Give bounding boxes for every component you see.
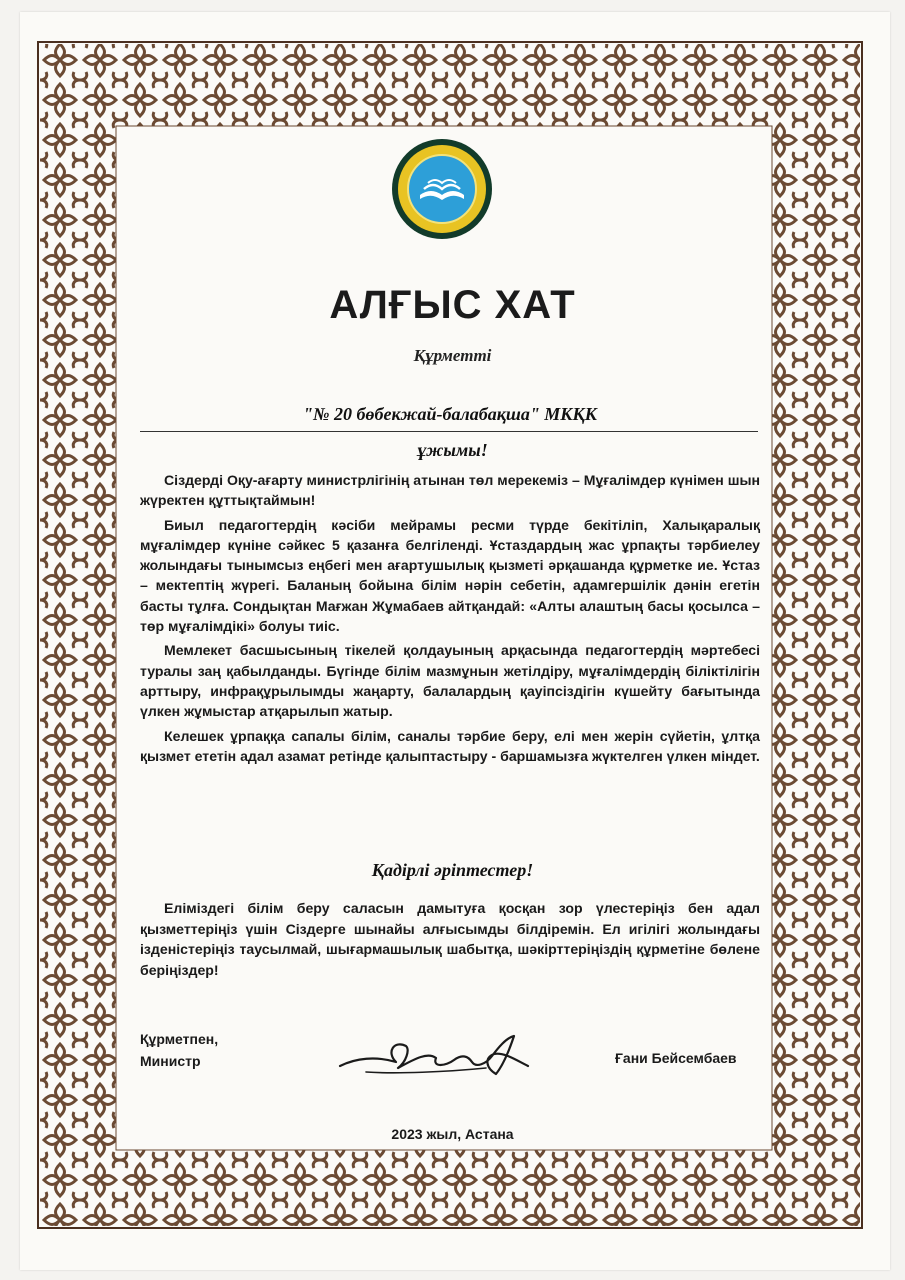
paragraph: Биыл педагогтердің кәсіби мейрамы ресми түрде бекітіліп, Халықаралық мұғалімдер күніне сәйкес 5 қазанға белгіленді. Ұстаздардың жас ұрпақты тәрбиелеу жолындағы тынымсыз еңбегі мен ағартушылық қызметі әрқашанда құрметке ие. Ұстаз – мектептің жүрегі. Баланың бойына білім нәрін себетін, адамгершілік дәнін егетін басты тұлға. Сондықтан Мағжан Жұмабаев айтқандай: «Алты алаштың басы қосылса – төр мұғалімдікі» болуы тиіс.	[140, 516, 760, 635]
signature-icon	[336, 1028, 536, 1088]
closing-paragraph: Еліміздегі білім беру саласын дамытуға қосқан зор үлестеріңіз бен адал қызметтеріңіз үшін Сіздерге шынайы алғысымды білдіремін. Ел игілігі жолындағы ізденістеріңіз таусылмай, шығармашылық шабытқа, шәкірттеріңіздің құрметіне бөлене беріңіздер!	[140, 900, 760, 978]
letter-body	[140, 470, 760, 770]
ministry-emblem-icon	[390, 137, 494, 241]
closing-text	[140, 898, 760, 980]
paragraph: Мемлекет басшысының тікелей қолдауының арқасында педагогтердің мәртебесі туралы заң қабылданды. Бүгінде білім мазмұнын жетілдіру, мұғалімдердің біліктілігін арттыру, инфрақұрылымды жаңарту, балалардың қауіпсіздігін күшейту бағытында үлкен жұмыстар атқарылып жатыр.	[140, 642, 760, 720]
recipient-suffix: ұжымы!	[417, 440, 488, 460]
recipient-underline	[140, 431, 758, 432]
paragraph: Сіздерді Оқу-ағарту министрлігінің атынан төл мерекеміз – Мұғалімдер күнімен шын жүректен құттықтаймын!	[140, 472, 760, 509]
paragraph: Келешек ұрпаққа сапалы білім, саналы тәрбие беру, елі мен жерін сүйетін, ұлтқа қызмет ететін адал азамат ретінде қалыптастыру - баршамызға жүктелген үлкен міндет.	[140, 727, 760, 764]
place-date: 2023 жыл, Астана	[391, 1126, 514, 1142]
signoff-block	[140, 1028, 218, 1072]
colleagues-greeting: Қадірлі әріптестер!	[371, 860, 534, 880]
letter-title: АЛҒЫС ХАТ	[329, 283, 576, 327]
signoff-respect: Құрметпен,	[140, 1031, 219, 1047]
honorific: Құрметті	[413, 346, 492, 365]
recipient-name: "№ 20 бөбекжай-балабақша" МКҚК	[303, 404, 597, 424]
signoff-position: Министр	[140, 1053, 201, 1069]
minister-name: Ғани Бейсембаев	[615, 1050, 737, 1066]
